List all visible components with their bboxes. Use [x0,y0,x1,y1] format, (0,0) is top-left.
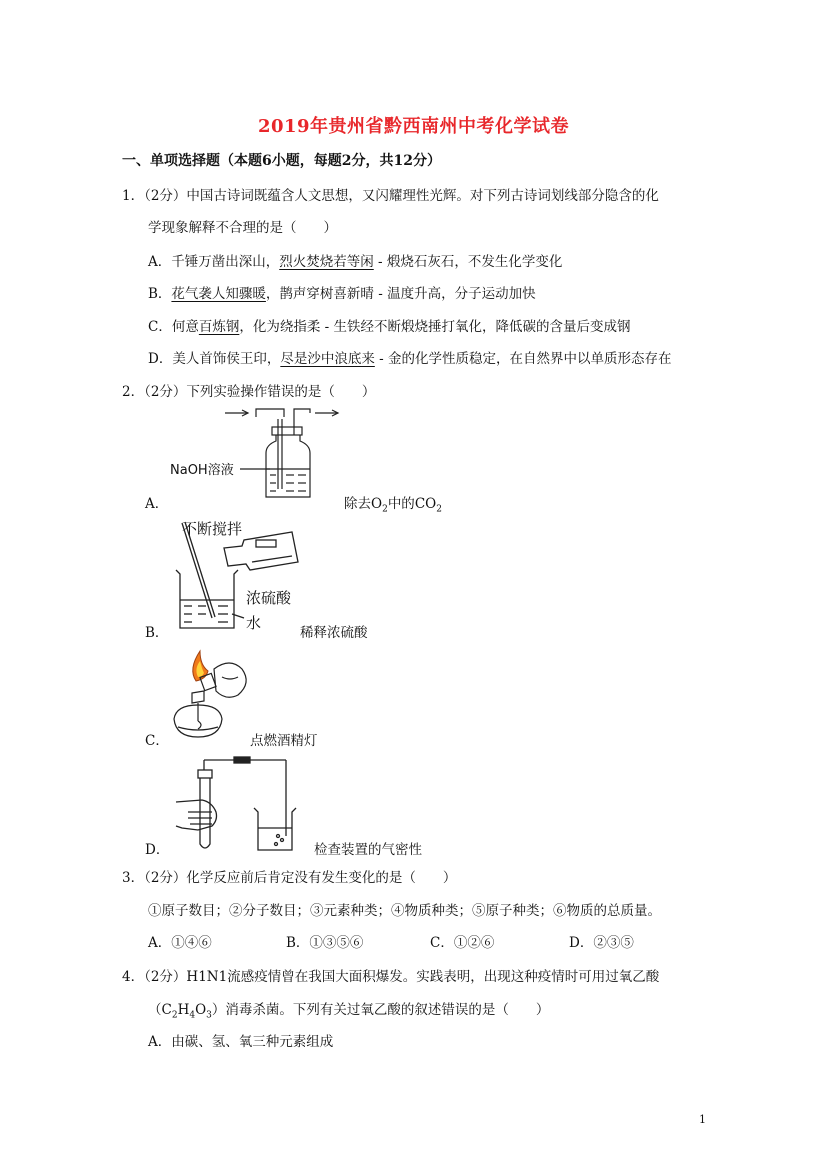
q4-stem-line2: $(C_2H_4O_3)$消毒杀菌。下列有关过氧乙酸的叙述错误的是（ ） [148,1002,550,1021]
q3-option-a: A．①④⑥ [148,935,212,951]
q1-option-c: C．何意百炼钢，化为绕指柔 - 生铁经不断煅烧捶打氧化，降低碳的含量后变成钢 [148,319,631,335]
q1-option-b: B．花气袭人知骤暖，鹊声穿树喜新晴 - 温度升高，分子运动加快 [148,286,536,302]
q2-option-b-letter: B． [145,625,169,641]
figure-gas-washing-bottle [220,405,350,500]
label-concentrated-acid: 浓硫酸 [246,589,292,607]
q2-option-c-caption: 点燃酒精灯 [250,733,318,749]
q2-stem: 2．（2分）下列实验操作错误的是（ ） [122,384,376,400]
q2-option-a-caption: 除去$O_2$中的$CO_2$ [344,496,442,515]
figure-alcohol-lamp [164,647,264,747]
q1-stem-line2: 学现象解释不合理的是（ ） [148,220,337,236]
q2-option-d-letter: D． [145,842,170,858]
q4-option-a: A．由碳、氢、氧三种元素组成 [148,1034,334,1050]
q2-option-d-caption: 检查装置的气密性 [314,842,422,858]
q3-items: ①原子数目；②分子数目；③元素种类；④物质种类；⑤原子种类；⑥物质的总质量。 [148,903,661,919]
q2-option-a-letter: A． [145,496,169,512]
q1-option-a: A．千锤万凿出深山，烈火焚烧若等闲 - 煅烧石灰石，不发生化学变化 [148,254,563,270]
q3-option-d: D．②③⑤ [569,935,634,951]
q4-stem-line1: 4．（2分）H1N1流感疫情曾在我国大面积爆发。实践表明，出现这种疫情时可用过氧乙酸 [122,969,660,985]
label-stir: 不断搅拌 [182,520,243,538]
page-number: 1 [699,1113,706,1126]
label-naoh-solution: NaOH溶液 [170,463,234,478]
q1-option-d: D．美人首饰侯王印，尽是沙中浪底来 - 金的化学性质稳定，在自然界中以单质形态存在 [148,351,672,367]
q2-option-c-letter: C． [145,733,169,749]
q3-option-c: C．①②⑥ [430,935,495,951]
q3-stem: 3．（2分）化学反应前后肯定没有发生变化的是（ ） [122,870,457,886]
q3-option-b: B．①③⑤⑥ [286,935,364,951]
q2-option-b-caption: 稀释浓硫酸 [300,625,368,641]
label-water: 水 [246,614,262,632]
figure-airtightness-check [168,756,308,856]
q1-stem-line1: 1．（2分）中国古诗词既蕴含人文思想，又闪耀理性光辉。对下列古诗词划线部分隐含的化 [122,188,659,204]
section-heading: 一、单项选择题（本题6小题，每题2分，共12分） [122,153,441,169]
page-title: 2019年贵州省黔西南州中考化学试卷 [257,116,570,137]
